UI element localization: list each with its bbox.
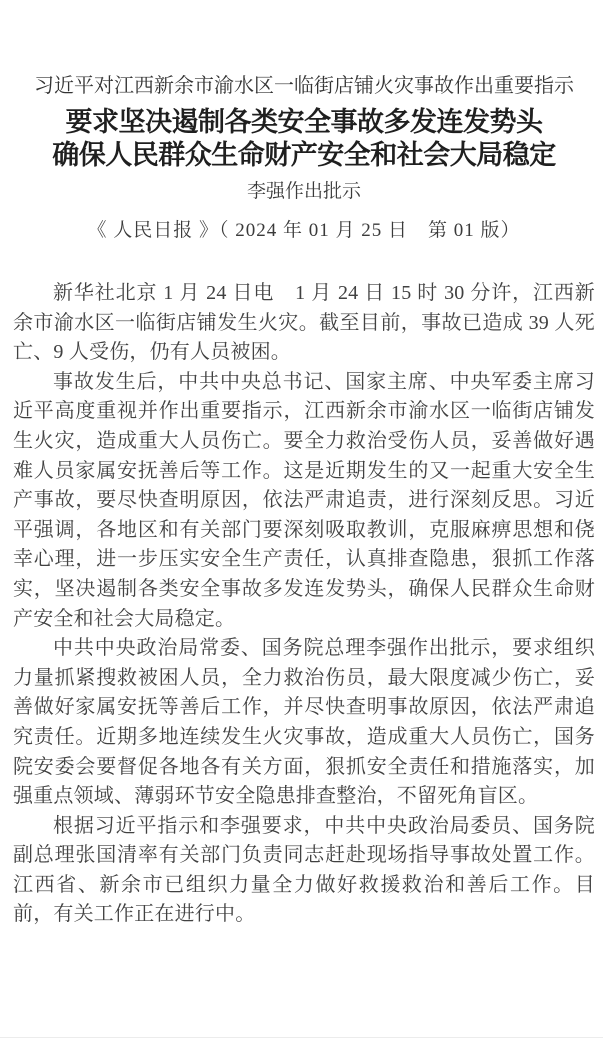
publication-info: 《 人民日报 》（ 2024 年 01 月 25 日 第 01 版） (87, 220, 521, 241)
news-article (13, 74, 595, 930)
article-title (13, 106, 595, 172)
article-subtitle: 李强作出批示 (246, 181, 361, 202)
paragraph-response-actions: 根据习近平指示和李强要求，中共中央政治局委员、国务院副总理张国清率有关部门负责同志赶赴现场指导事故处置工作。江西省、新余市已组织力量全力做好救援救治和善后工作。目前，有关工作正在进行中。 (13, 814, 595, 926)
article-kicker: 习近平对江西新余市渝水区一临街店铺火灾事故作出重要指示 (34, 75, 574, 97)
article-title-line-2: 确保人民群众生命财产安全和社会大局稳定 (52, 140, 556, 170)
article-title-line-1: 要求坚决遏制各类安全事故多发连发势头 (65, 107, 543, 137)
paragraph-dateline-lead: 新华社北京 1 月 24 日电 1 月 24 日 15 时 30 分许，江西新余市渝水区一临街店铺发生火灾。截至目前，事故已造成 39 人死亡、9 人受伤，仍有人员被困。 (13, 282, 595, 364)
paragraph-xi-instructions: 事故发生后，中共中央总书记、国家主席、中央军委主席习近平高度重视并作出重要指示，江西新余市渝水区一临街店铺发生火灾，造成重大人员伤亡。要全力救治受伤人员，妥善做好遇难人员家属安抚善后等工作。这是近期发生的又一起重大安全生产事故，要尽快查明原因，依法严肃追责，进行深刻反思。习近平强调，各地区和有关部门要深刻吸取教训，克服麻痹思想和侥幸心理，进一步压实安全生产责任，认真排查隐患，狠抓工作落实，坚决遏制各类安全事故多发连发势头，确保人民群众生命财产安全和社会大局稳定。 (13, 370, 595, 630)
article-body (13, 279, 595, 930)
paragraph-liqiang-instructions: 中共中央政治局常委、国务院总理李强作出批示，要求组织力量抓紧搜救被困人员，全力救治伤员，最大限度减少伤亡，妥善做好家属安抚等善后工作，并尽快查明事故原因，依法严肃追究责任。近期多地连续发生火灾事故，造成重大人员伤亡，国务院安委会要督促各地各有关方面，狠抓安全责任和措施落实，加强重点领域、薄弱环节安全隐患排查整治，不留死角盲区。 (13, 637, 595, 808)
